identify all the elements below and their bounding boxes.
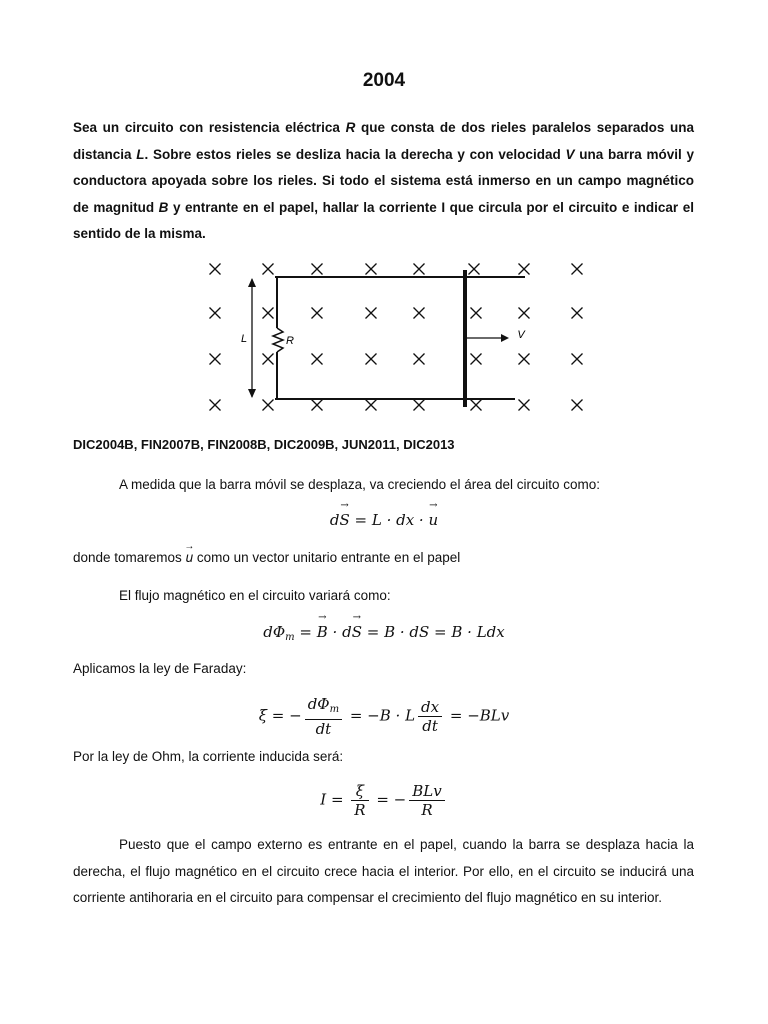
problem-statement — [73, 115, 694, 248]
problem-text: una barra móvil y conductora apoyada sobre los rieles. Si todo el sistema está inmerso en un campo magnético de magnitud — [73, 146, 694, 215]
fraction-dx-dt: $\frac{dx}{dt}$ — [418, 698, 442, 735]
problem-text: Sea un circuito con resistencia eléctrica — [73, 120, 346, 135]
field-cross-icon — [366, 354, 377, 365]
field-cross-icon — [312, 354, 323, 365]
field-cross-icon — [210, 264, 221, 275]
field-cross-icon — [519, 264, 530, 275]
field-cross-icon — [414, 308, 425, 319]
field-cross-icon — [366, 308, 377, 319]
equation-faraday: ξ = − $\frac{d\Phi_m}{dt}$ = −B · L $\frac{dx}{dt}$ = −BLv — [258, 695, 510, 738]
field-cross-icon — [519, 308, 530, 319]
field-cross-icon — [414, 354, 425, 365]
field-cross-icon — [572, 354, 583, 365]
field-cross-icon — [414, 264, 425, 275]
field-cross-icon — [471, 400, 482, 411]
problem-text: que consta de dos rieles paralelos separados una distancia — [73, 120, 694, 162]
equation-ohm: I = $\frac{\xi}{R}$ = − $\frac{\text{BLv}}{R}$ — [0, 782, 768, 819]
solution-paragraph-2: donde tomaremos → u como un vector unitario entrante en el papel — [73, 545, 694, 572]
moving-bar — [463, 270, 467, 407]
solution-paragraph-4: Aplicamos la ley de Faraday: — [73, 661, 247, 676]
fraction-dphi-dt: $\frac{d\Phi_m}{dt}$ — [305, 695, 342, 738]
var-v: V — [565, 146, 575, 162]
field-cross-icon — [519, 400, 530, 411]
vector-u-inline: → u — [186, 545, 194, 572]
field-cross-icon — [572, 400, 583, 411]
field-cross-icon — [469, 264, 480, 275]
vector-s: → S — [339, 511, 349, 529]
resistor-symbol — [273, 328, 283, 352]
solution-paragraph-3: El flujo magnético en el circuito variará como: — [119, 588, 391, 603]
circuit-diagram — [195, 258, 605, 418]
field-cross-icon — [312, 308, 323, 319]
vector-u: → u — [428, 511, 438, 529]
var-b: B — [158, 199, 169, 215]
field-cross-icon — [519, 354, 530, 365]
field-cross-icon — [471, 308, 482, 319]
exam-references: DIC2004B, FIN2007B, FIN2008B, DIC2009B, JUN2011, DIC2013 — [73, 437, 455, 452]
field-cross-icon — [312, 264, 323, 275]
solution-paragraph-6: Puesto que el campo externo es entrante en el papel, cuando la barra se desplaza hacia la derecha, el flujo magnético en el circuito crece hacia el interior. Por ello, en el circuito se inducirá una corriente antihoraria en el circuito para compensar el crecimiento del flujo magnético en su interior. — [73, 837, 694, 905]
field-cross-icon — [263, 308, 274, 319]
vector-b: → B — [317, 623, 328, 641]
field-cross-icon — [572, 264, 583, 275]
var-r: R — [345, 120, 356, 135]
field-cross-icon — [366, 264, 377, 275]
solution-paragraph-1: A medida que la barra móvil se desplaza, va creciendo el área del circuito como: — [119, 477, 601, 492]
equation-area-element: d→ S = L · dx · → u — [0, 511, 768, 529]
field-cross-icon — [210, 308, 221, 319]
field-cross-icon — [471, 354, 482, 365]
solution-paragraph-5: Por la ley de Ohm, la corriente inducida será: — [73, 749, 344, 764]
arrow-down-icon — [248, 389, 256, 398]
fraction-blv-r: $\frac{\text{BLv}}{R}$ — [409, 782, 444, 819]
arrow-up-icon — [248, 278, 256, 287]
var-l: L — [136, 146, 145, 162]
problem-text: y entrante en el papel, hallar la corriente I que circula por el circuito e indicar el sentido de la misma. — [73, 199, 694, 241]
field-cross-icon — [263, 354, 274, 365]
field-cross-icon — [263, 264, 274, 275]
field-cross-icon — [414, 400, 425, 411]
label-v: V — [517, 329, 525, 341]
field-cross-icon — [572, 308, 583, 319]
page-title: 2004 — [362, 70, 406, 91]
label-r: R — [286, 335, 294, 347]
field-cross-icon — [263, 400, 274, 411]
problem-text: . Sobre estos rieles se desliza hacia la derecha y con velocidad — [144, 146, 566, 162]
field-cross-icon — [312, 400, 323, 411]
vector-s: → S — [352, 623, 362, 641]
label-l: L — [240, 333, 248, 345]
field-cross-icon — [366, 400, 377, 411]
fraction-xi-r: $\frac{\xi}{R}$ — [351, 782, 368, 819]
field-cross-icon — [210, 400, 221, 411]
equation-flux: $d\Phi_m$ = → B · d→ S = B · dS = B · Ldx — [0, 623, 768, 643]
field-cross-icon — [210, 354, 221, 365]
cross-field — [210, 264, 583, 411]
arrow-head-icon — [501, 334, 509, 342]
